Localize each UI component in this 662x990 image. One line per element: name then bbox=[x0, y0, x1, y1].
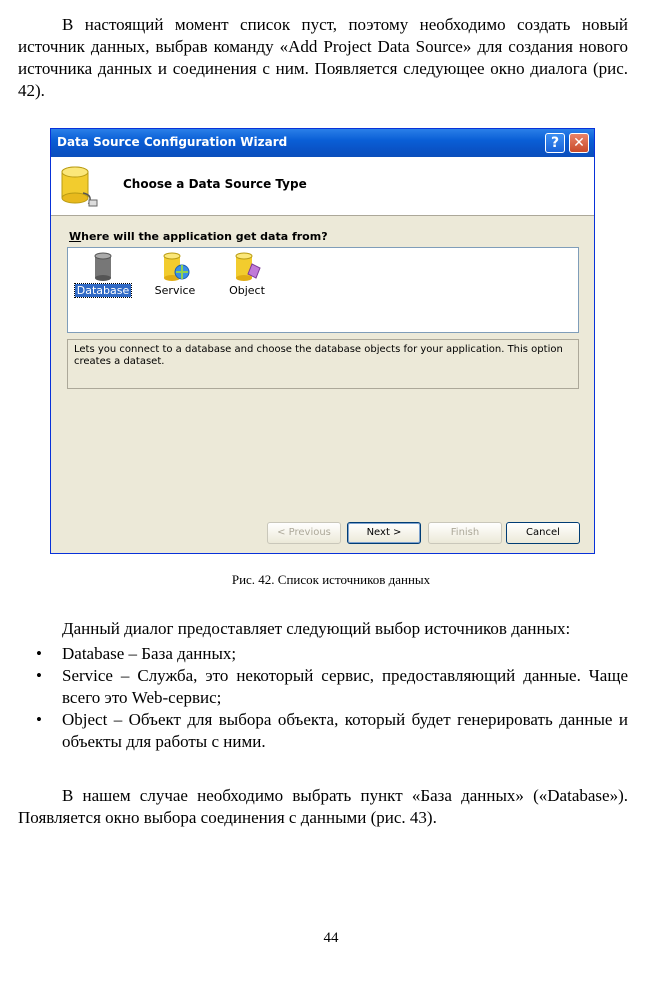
previous-button[interactable]: < Previous bbox=[267, 522, 341, 544]
database-icon bbox=[92, 252, 114, 282]
source-label-service: Service bbox=[154, 284, 196, 297]
dialog-titlebar[interactable] bbox=[51, 129, 594, 157]
page-number: 44 bbox=[323, 930, 339, 946]
service-icon bbox=[160, 252, 190, 282]
finish-button[interactable]: Finish bbox=[428, 522, 502, 544]
object-icon bbox=[232, 252, 262, 282]
figure-caption: Рис. 42. Список источников данных bbox=[231, 572, 431, 587]
help-button[interactable]: ? bbox=[545, 133, 565, 153]
source-bullet-list bbox=[18, 643, 628, 753]
wizard-step-title: Choose a Data Source Type bbox=[123, 177, 307, 191]
list-item: • Object – Объект для выбора объекта, который будет генерировать данные и объекты для работы с ними. bbox=[18, 709, 628, 753]
source-label-database: Database bbox=[76, 284, 130, 297]
data-source-wizard-dialog bbox=[50, 128, 595, 554]
list-item: • Service – Служба, это некоторый сервис, предоставляющий данные. Чаще всего это Web-сервис; bbox=[18, 665, 628, 709]
dialog-title: Data Source Configuration Wizard bbox=[57, 135, 288, 149]
source-item-service[interactable] bbox=[146, 252, 204, 297]
next-button[interactable]: Next > bbox=[347, 522, 421, 544]
source-label-object: Object bbox=[229, 284, 265, 297]
source-type-list[interactable] bbox=[67, 247, 579, 333]
close-button[interactable]: ✕ bbox=[569, 133, 589, 153]
wizard-header bbox=[51, 157, 594, 216]
conclusion-paragraph: В нашем случае необходимо выбрать пункт «База данных» («Database»). Появляется окно выбора соединения с данными (рис. 43). bbox=[18, 786, 628, 827]
source-question-label: Where will the application get data from? bbox=[69, 230, 328, 243]
intro-paragraph: В настоящий момент список пуст, поэтому необходимо создать новый источник данных, выбрав команду «Add Project Data Source» для создания нового источника данных и соединения с ним. Появляется следующее окно диалога (рис. 42). bbox=[18, 15, 628, 100]
source-description: Lets you connect to a database and choose the database objects for your application. This option creates a dataset. bbox=[67, 339, 579, 389]
choice-paragraph: Данный диалог предоставляет следующий выбор источников данных: bbox=[62, 619, 571, 638]
source-item-object[interactable] bbox=[218, 252, 276, 297]
database-plug-icon bbox=[59, 163, 99, 209]
cancel-button[interactable]: Cancel bbox=[506, 522, 580, 544]
list-item: • Database – База данных; bbox=[18, 643, 628, 665]
source-item-database[interactable] bbox=[74, 252, 132, 297]
